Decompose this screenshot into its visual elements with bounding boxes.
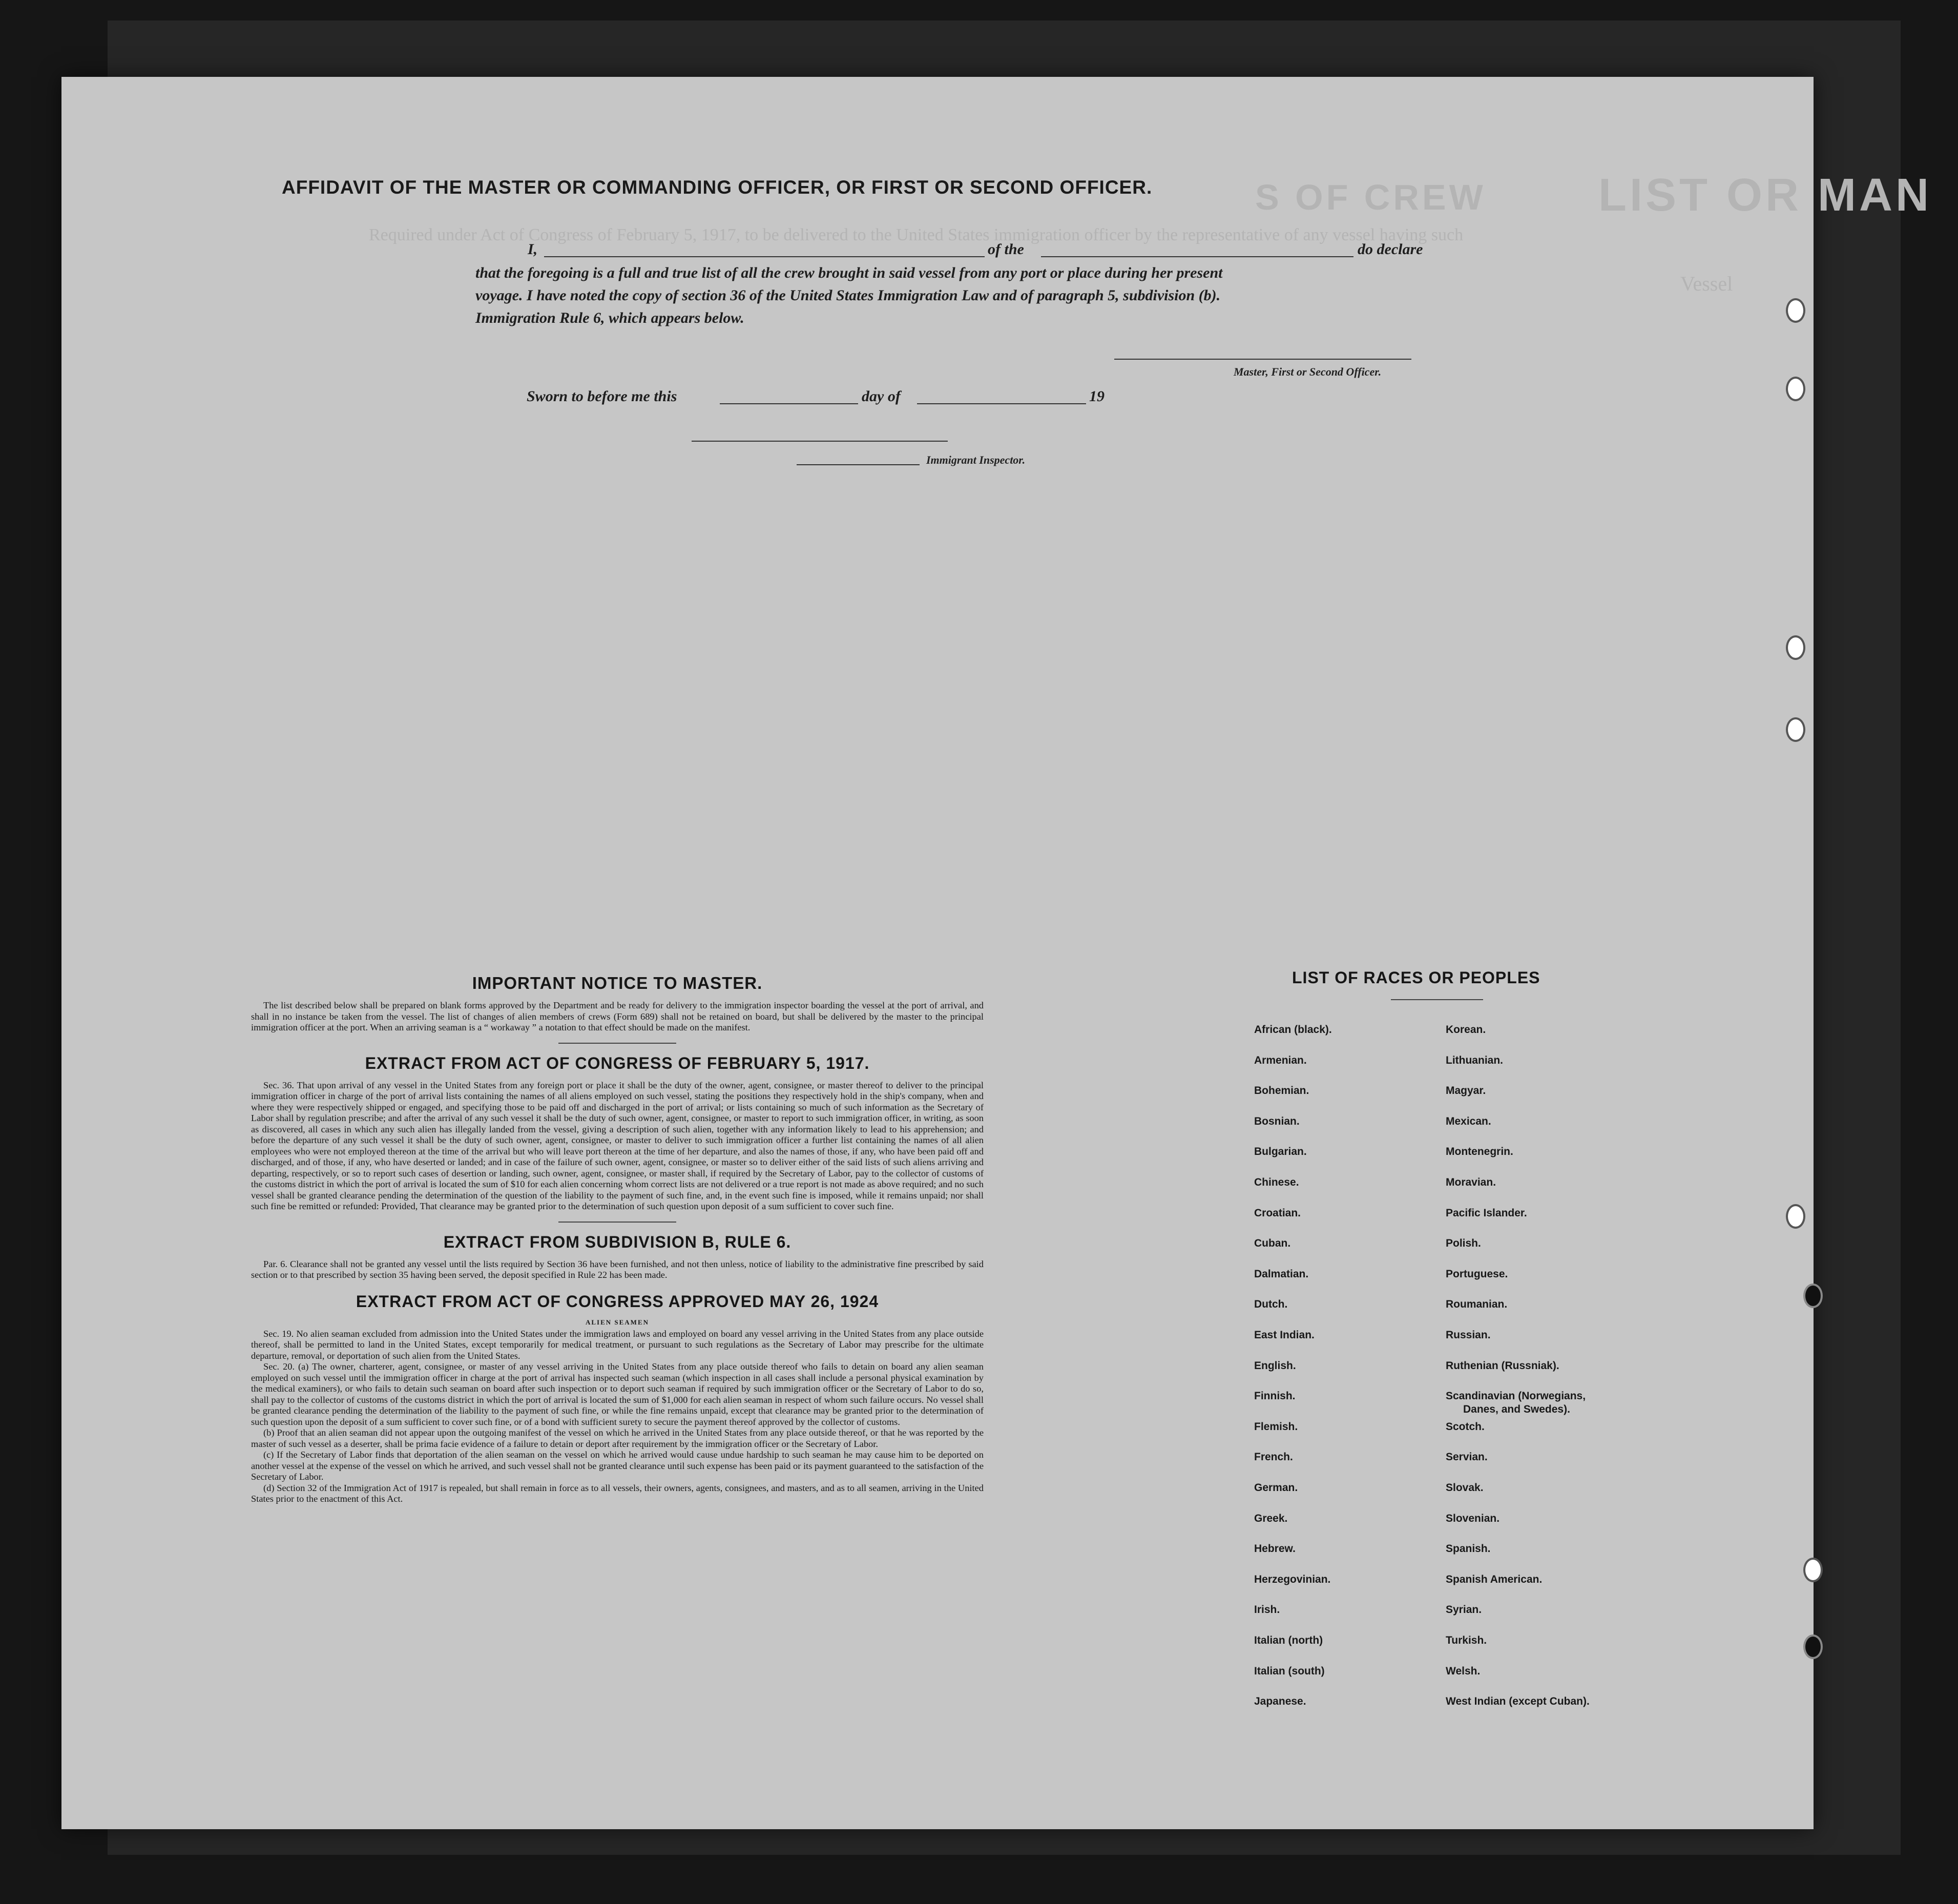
race-item: Chinese. xyxy=(1254,1176,1299,1188)
race-item: Japanese. xyxy=(1254,1695,1306,1708)
race-item: Italian (south) xyxy=(1254,1665,1325,1677)
race-item: Bulgarian. xyxy=(1254,1146,1307,1158)
race-item: English. xyxy=(1254,1359,1296,1372)
race-item: Roumanian. xyxy=(1446,1298,1508,1311)
extract-1924-title: EXTRACT FROM ACT OF CONGRESS APPROVED MAY 26, 1924 xyxy=(356,1292,879,1311)
race-item: German. xyxy=(1254,1482,1298,1494)
race-item: Herzegovinian. xyxy=(1254,1573,1331,1585)
race-item: Italian (north) xyxy=(1254,1634,1323,1646)
inspector-blank xyxy=(692,441,948,442)
extract-rule6-title: EXTRACT FROM SUBDIVISION B, RULE 6. xyxy=(443,1232,791,1251)
race-item: Spanish American. xyxy=(1446,1573,1543,1585)
signature-blank xyxy=(1114,359,1411,360)
race-item: Irish. xyxy=(1254,1604,1280,1616)
race-item: Dutch. xyxy=(1254,1298,1288,1311)
notice-title: IMPORTANT NOTICE TO MASTER. xyxy=(472,974,763,992)
race-item: Montenegrin. xyxy=(1446,1146,1513,1158)
affidavit-do-declare: do declare xyxy=(1358,241,1423,258)
binder-hole xyxy=(1803,1284,1823,1308)
sec20d-text: (d) Section 32 of the Immigration Act of 1917 is repealed, but shall remain in force as to all vessels, their owners, agents, consignees, and masters, and as to all seamen, arriving in the United States prior to the enactment of this Act. xyxy=(251,1482,984,1504)
race-item: Ruthenian (Russniak). xyxy=(1446,1359,1559,1372)
race-item: Hebrew. xyxy=(1254,1543,1296,1555)
ghost-title-crew: S OF CREW xyxy=(1255,177,1486,217)
sec20a-text: Sec. 20. (a) The owner, charterer, agent, consignee, or master of any vessel arriving in the United States from any place outside thereof who fails to detain on board any alien seaman employed on such vessel until the immigration officer in charge at the port of arrival has inspected such seaman (which inspection in all cases shall include a personal physical examination by the medical examiners), or who fails to detain such seaman on board after such inspection or to deport such seaman if required by such immigration officer or the Secretary of Labor to do so, shall pay to the collector of customs of the customs district in which the port of arrival is located the sum of $1,000 for each alien seaman in respect of whom such failure occurs. No vessel shall be granted clearance pending the determination of the liability to the payment of such fine, or while the fine remains unpaid, except that clearance may be granted prior to the determination of such question upon the deposit of a sum sufficient to cover such fine, or of a bond with sufficient surety to secure the payment thereof approved by the collector of customs. xyxy=(251,1361,984,1427)
vessel-blank xyxy=(1041,256,1353,257)
divider xyxy=(558,1222,676,1223)
sworn-day-blank xyxy=(720,403,858,404)
race-item: Greek. xyxy=(1254,1512,1288,1524)
binder-hole xyxy=(1786,635,1805,660)
race-item: Turkish. xyxy=(1446,1634,1487,1646)
race-item: Croatian. xyxy=(1254,1207,1301,1219)
race-item: Welsh. xyxy=(1446,1665,1481,1677)
extract-1917-title: EXTRACT FROM ACT OF CONGRESS OF FEBRUARY 5, 1917. xyxy=(365,1053,870,1072)
ghost-vessel: Vessel xyxy=(1680,272,1733,295)
race-item: West Indian (except Cuban). xyxy=(1446,1695,1590,1708)
race-item: Slovenian. xyxy=(1446,1512,1500,1524)
inspector-blank-2 xyxy=(797,464,920,465)
race-item: Magyar. xyxy=(1446,1085,1486,1097)
affidavit-line-2: that the foregoing is a full and true list of all the crew brought in said vessel from any port or place during her present xyxy=(475,264,1223,281)
race-item: Mexican. xyxy=(1446,1115,1491,1127)
notice-text: The list described below shall be prepared on blank forms approved by the Department and be ready for delivery to the immigration inspector boarding the vessel at the port of arrival, and shall in no instance be taken from the vessel. The list of changes of alien members of crews (Form 689) shall not be retained on board, but shall be delivered by the master to the principal immigration officer at the port. When an arriving seaman is a “ workaway ” a notation to that effect should be made on the manifest. xyxy=(251,1000,984,1032)
month-blank xyxy=(917,403,1086,404)
binder-hole xyxy=(1803,1558,1823,1582)
race-item: Korean. xyxy=(1446,1024,1486,1036)
race-item: Spanish. xyxy=(1446,1543,1491,1555)
binder-hole xyxy=(1786,298,1805,323)
extract-rule6-text: Par. 6. Clearance shall not be granted any vessel until the lists required by Section 36 have been furnished, and not then unless, notice of liability to the administrative fine prescribed by said section or to that prescribed by section 35 having been served, the deposit specified in Rule 22 has been made. xyxy=(251,1258,984,1280)
sec20b-text: (b) Proof that an alien seaman did not appear upon the outgoing manifest of the vessel on which he arrived in the United States from any place outside thereof, or that he was reported by the master of such vessel as a deserter, shall be prima facie evidence of a failure to detain or deport after requirement by the immigration officer or the Secretary of Labor. xyxy=(251,1427,984,1449)
race-item: Danes, and Swedes). xyxy=(1463,1403,1570,1416)
name-blank xyxy=(544,256,985,257)
sec19-text: Sec. 19. No alien seaman excluded from admission into the United States under the immigration laws and employed on board any vessel arriving in the United States from any place outside thereof, shall be permitted to land in the United States, except temporarily for medical treatment, or pursuant to such regulations as the Secretary of Labor may prescribe for the ultimate departure, removal, or deportation of such alien from the United States. xyxy=(251,1328,984,1361)
race-item: Finnish. xyxy=(1254,1390,1296,1402)
race-item: Scotch. xyxy=(1446,1420,1485,1433)
sworn-text: Sworn to before me this xyxy=(527,388,677,405)
race-item: French. xyxy=(1254,1451,1293,1463)
ghost-subtitle: Required under Act of Congress of February 5, 1917, to be delivered to the United States immigration officer by the representative of any vessel having such xyxy=(369,225,1464,244)
race-item: East Indian. xyxy=(1254,1329,1315,1341)
binder-hole xyxy=(1786,1204,1805,1229)
race-item: Slovak. xyxy=(1446,1482,1484,1494)
year-prefix: 19 xyxy=(1089,388,1105,405)
race-item: Lithuanian. xyxy=(1446,1054,1503,1066)
race-item: Syrian. xyxy=(1446,1604,1482,1616)
race-item: Moravian. xyxy=(1446,1176,1496,1188)
manifest-sheet xyxy=(61,77,1932,1829)
legal-notices xyxy=(251,974,984,1505)
extract-1917-text: Sec. 36. That upon arrival of any vessel in the United States from any foreign port or place it shall be the duty of the owner, agent, consignee, or master thereof to deliver to the principal immigration officer in charge of the port of arrival lists containing the names of all aliens employed on such vessel, stating the positions they respectively hold in the ship's company, when and where they were respectively shipped or engaged, and specifying those to be paid off and discharged in the port of arrival; or lists containing so much of such information as the Secretary of Labor shall by regulation prescribe; and after the arrival of any such vessel it shall be the duty of such owner, agent, consignee, or master to report to such immigration officer, in writing, as soon as discovered, all cases in which any such alien has illegally landed from the vessel, giving a description of such alien, together with any information likely to lead to his apprehension; and before the departure of any such vessel it shall be the duty of such owner, agent, consignee, or master to deliver to such immigration officer a further list containing the names of all alien employees who were not employed thereon at the time of the arrival but who will leave port thereon at the time of her departure, and also the names of those, if any, who have been paid off and discharged, and of those, if any, who have deserted or landed; and in case of the failure of such owner, agent, consignee, or master so to deliver either of the said lists of such aliens arriving and departing, respectively, or so to report such cases of desertion or landing, such owner, agent, consignee, or master shall, if required by the Secretary of Labor, pay to the collector of customs of the customs district in which the port of arrival is located the sum of $10 for each alien concerning whom correct lists are not delivered or a true report is not made as above required; and no such vessel shall be granted clearance pending the determination of the question of the liability to the payment of such fine, and, in the event such fine is imposed, while it remains unpaid; nor shall such fine be remitted or refunded: Provided, That clearance may be granted prior to the determination of such question upon deposit of a sum sufficient to cover such fine. xyxy=(251,1080,984,1211)
alien-seamen-subhead: ALIEN SEAMEN xyxy=(585,1318,650,1326)
race-item: Dalmatian. xyxy=(1254,1268,1309,1280)
affidavit-of-the: of the xyxy=(988,241,1024,258)
sec20c-text: (c) If the Secretary of Labor finds that deportation of the alien seaman on the vessel on which he arrived would cause undue hardship to such seaman he may cause him to be deported on another vessel at the expense of the vessel on which he arrived, and such vessel shall not be granted clearance until such expense has been paid or its payment guaranteed to the satisfaction of the Secretary of Labor. xyxy=(251,1450,984,1482)
race-item: Bosnian. xyxy=(1254,1115,1300,1127)
race-item: Flemish. xyxy=(1254,1420,1298,1433)
race-item: Scandinavian (Norwegians, xyxy=(1446,1390,1586,1402)
race-item: Portuguese. xyxy=(1446,1268,1508,1280)
day-of-text: day of xyxy=(862,388,901,405)
divider xyxy=(558,1043,676,1044)
inspector-caption: Immigrant Inspector. xyxy=(926,453,1026,466)
binder-hole xyxy=(1803,1634,1823,1659)
affidavit-i-label: I, xyxy=(528,241,538,258)
affidavit-line-3: voyage. I have noted the copy of section 36 of the United States Immigration Law and of paragraph 5, subdivision (b). xyxy=(475,287,1221,304)
binder-hole xyxy=(1786,377,1805,401)
race-item: Russian. xyxy=(1446,1329,1491,1341)
race-item: African (black). xyxy=(1254,1024,1332,1036)
race-item: Bohemian. xyxy=(1254,1085,1309,1097)
binder-hole xyxy=(1786,717,1805,742)
races-divider xyxy=(1391,999,1483,1000)
races-title: LIST OF RACES OR PEOPLES xyxy=(1292,968,1540,987)
race-item: Pacific Islander. xyxy=(1446,1207,1527,1219)
race-item: Cuban. xyxy=(1254,1237,1291,1250)
race-item: Armenian. xyxy=(1254,1054,1307,1066)
affidavit-title: AFFIDAVIT OF THE MASTER OR COMMANDING OFFICER, OR FIRST OR SECOND OFFICER. xyxy=(282,177,1153,198)
affidavit-line-4: Immigration Rule 6, which appears below. xyxy=(475,309,744,326)
race-item: Servian. xyxy=(1446,1451,1488,1463)
signature-caption: Master, First or Second Officer. xyxy=(1234,365,1382,378)
race-item: Polish. xyxy=(1446,1237,1481,1250)
ghost-title: LIST OR MAN xyxy=(1598,170,1932,221)
